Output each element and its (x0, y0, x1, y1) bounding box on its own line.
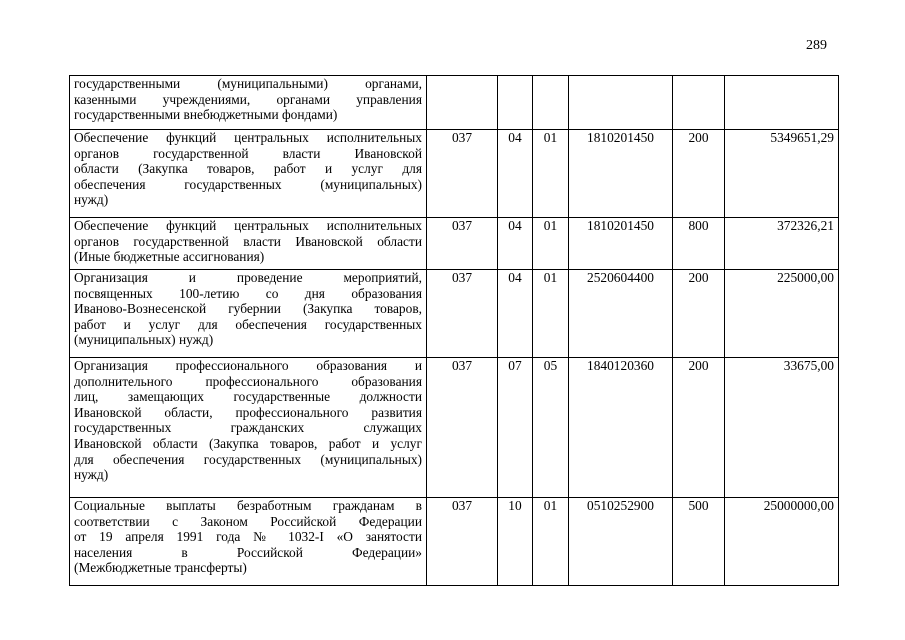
description-line: населения в Российской Федерации» (74, 544, 422, 560)
description-line: от 19 апреля 1991 года № 1032-I «О занятости (74, 529, 422, 545)
expense-type-code: 200 (673, 130, 725, 218)
description-line: (Межбюджетные трансферты) (74, 560, 247, 576)
description-line: лиц, замещающих государственные должности (74, 389, 422, 405)
description-line: для обеспечения государственных (муниципальных) (74, 451, 422, 467)
description-line: Ивановской области, профессионального развития (74, 404, 422, 420)
table-row (70, 218, 839, 270)
description-line: работ и услуг для обеспечения государственных (74, 316, 422, 332)
ministry-code (427, 76, 498, 130)
subsection-code: 01 (533, 130, 569, 218)
description-line: органов государственной власти Ивановской области (74, 233, 422, 249)
table-row (70, 270, 839, 358)
description-line: посвященных 100-летию со дня образования (74, 285, 422, 301)
target-article-code: 0510252900 (569, 498, 673, 586)
description-line: соответствии с Законом Российской Федерации (74, 513, 422, 529)
subsection-code (533, 76, 569, 130)
expense-type-code: 500 (673, 498, 725, 586)
description-line: Обеспечение функций центральных исполнительных (74, 218, 422, 233)
section-code: 04 (498, 130, 533, 218)
target-article-code: 1840120360 (569, 358, 673, 498)
description-line: Организация профессионального образования и (74, 358, 422, 373)
section-code (498, 76, 533, 130)
page-number: 289 (806, 38, 827, 53)
section-code: 07 (498, 358, 533, 498)
description-line: Организация и проведение мероприятий, (74, 270, 422, 285)
description-line: нужд) (74, 467, 109, 483)
ministry-code: 037 (427, 218, 498, 270)
amount-value: 225000,00 (725, 270, 839, 358)
subsection-code: 01 (533, 218, 569, 270)
row-description (70, 358, 427, 498)
amount-value: 5349651,29 (725, 130, 839, 218)
subsection-code: 01 (533, 270, 569, 358)
amount-value (725, 76, 839, 130)
budget-table (69, 75, 839, 586)
description-line: государственными внебюджетными фондами) (74, 107, 338, 123)
ministry-code: 037 (427, 130, 498, 218)
ministry-code: 037 (427, 270, 498, 358)
description-line: дополнительного профессионального образования (74, 373, 422, 389)
table-row (70, 76, 839, 130)
description-line: (Иные бюджетные ассигнования) (74, 249, 265, 265)
table-row (70, 498, 839, 586)
description-line: обеспечения государственных (муниципальных) (74, 176, 422, 192)
expense-type-code: 200 (673, 270, 725, 358)
ministry-code: 037 (427, 358, 498, 498)
description-line: нужд) (74, 192, 109, 208)
description-line: области (Закупка товаров, работ и услуг для (74, 161, 422, 177)
description-line: государственными (муниципальными) органами, (74, 76, 422, 91)
section-code: 04 (498, 218, 533, 270)
amount-value: 25000000,00 (725, 498, 839, 586)
target-article-code: 1810201450 (569, 218, 673, 270)
row-description (70, 270, 427, 358)
section-code: 04 (498, 270, 533, 358)
row-description (70, 130, 427, 218)
amount-value: 372326,21 (725, 218, 839, 270)
description-line: государственных гражданских служащих (74, 420, 422, 436)
row-description (70, 218, 427, 270)
amount-value: 33675,00 (725, 358, 839, 498)
description-line: Ивановской области (Закупка товаров, работ и услуг (74, 435, 422, 451)
table-row (70, 130, 839, 218)
expense-type-code: 800 (673, 218, 725, 270)
description-line: Обеспечение функций центральных исполнительных (74, 130, 422, 145)
target-article-code: 2520604400 (569, 270, 673, 358)
expense-type-code: 200 (673, 358, 725, 498)
target-article-code: 1810201450 (569, 130, 673, 218)
description-line: казенными учреждениями, органами управления (74, 91, 422, 107)
table-row (70, 358, 839, 498)
subsection-code: 01 (533, 498, 569, 586)
description-line: органов государственной власти Ивановской (74, 145, 422, 161)
description-line: (муниципальных) нужд) (74, 332, 214, 348)
ministry-code: 037 (427, 498, 498, 586)
expense-type-code (673, 76, 725, 130)
section-code: 10 (498, 498, 533, 586)
row-description (70, 76, 427, 130)
target-article-code (569, 76, 673, 130)
description-line: Иваново-Вознесенской губернии (Закупка товаров, (74, 301, 422, 317)
row-description (70, 498, 427, 586)
description-line: Социальные выплаты безработным гражданам в (74, 498, 422, 513)
subsection-code: 05 (533, 358, 569, 498)
